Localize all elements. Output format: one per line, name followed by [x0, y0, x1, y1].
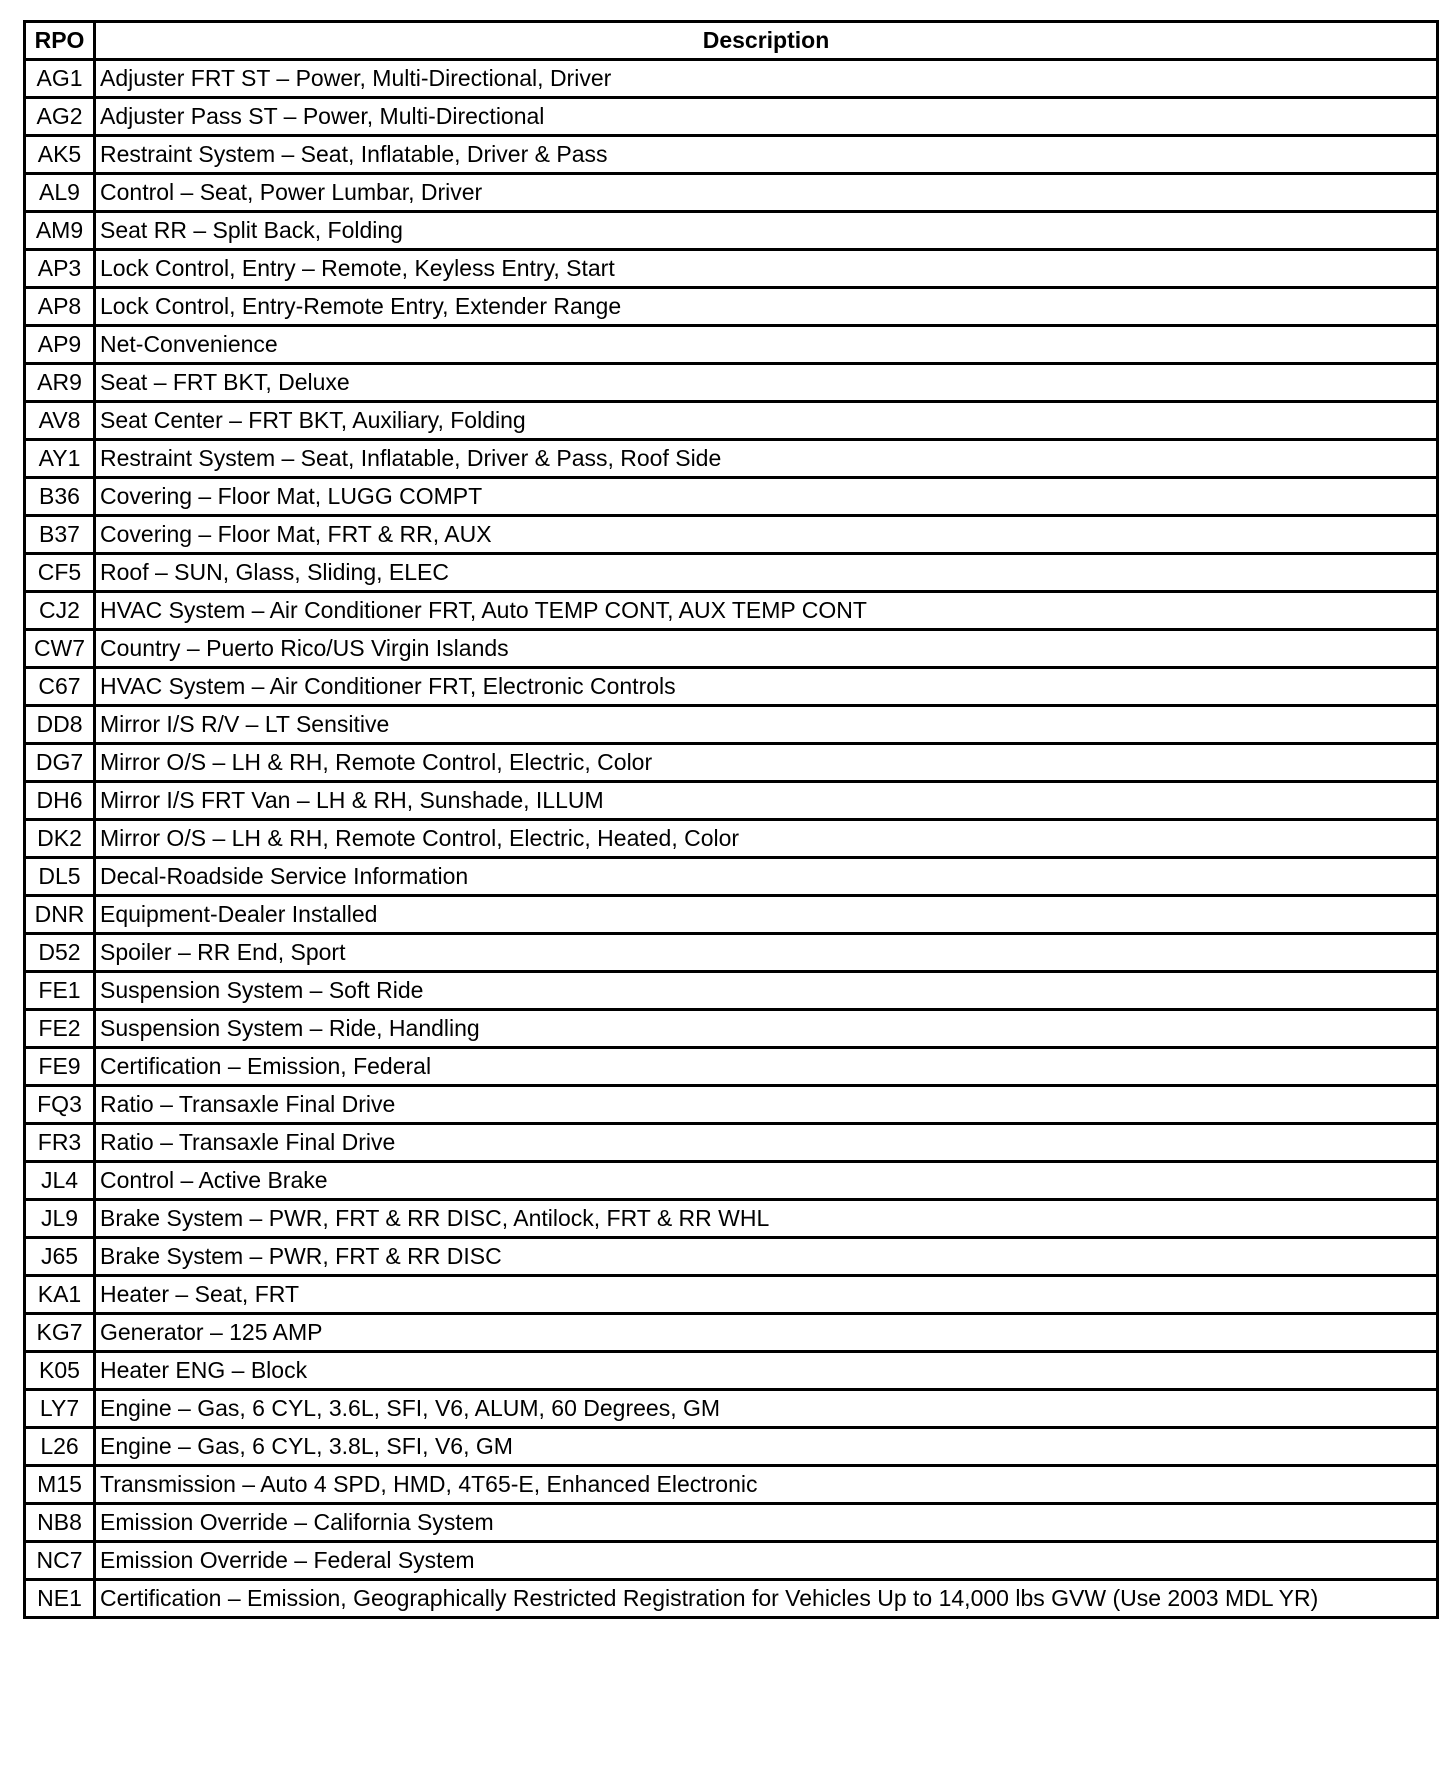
rpo-code-cell: K05: [25, 1352, 95, 1390]
rpo-code-cell: AP3: [25, 250, 95, 288]
table-row: [25, 706, 1438, 744]
description-cell: Lock Control, Entry – Remote, Keyless Entry, Start: [95, 250, 1438, 288]
table-row: [25, 1010, 1438, 1048]
rpo-code-cell: FE2: [25, 1010, 95, 1048]
description-cell: Covering – Floor Mat, FRT & RR, AUX: [95, 516, 1438, 554]
rpo-code-cell: DNR: [25, 896, 95, 934]
table-row: [25, 1542, 1438, 1580]
rpo-code-cell: B37: [25, 516, 95, 554]
rpo-code-cell: NC7: [25, 1542, 95, 1580]
description-cell: Seat Center – FRT BKT, Auxiliary, Folding: [95, 402, 1438, 440]
table-row: [25, 1048, 1438, 1086]
rpo-code-cell: C67: [25, 668, 95, 706]
table-row: [25, 288, 1438, 326]
description-cell: Mirror I/S R/V – LT Sensitive: [95, 706, 1438, 744]
table-row: [25, 326, 1438, 364]
rpo-code-cell: AP8: [25, 288, 95, 326]
rpo-code-cell: CJ2: [25, 592, 95, 630]
rpo-code-cell: DG7: [25, 744, 95, 782]
description-cell: Net-Convenience: [95, 326, 1438, 364]
description-cell: Certification – Emission, Geographically Restricted Registration for Vehicles Up to 14,000 lbs GVW (Use 2003 MDL YR): [95, 1580, 1438, 1618]
description-cell: Seat RR – Split Back, Folding: [95, 212, 1438, 250]
rpo-code-cell: AR9: [25, 364, 95, 402]
description-cell: Engine – Gas, 6 CYL, 3.6L, SFI, V6, ALUM, 60 Degrees, GM: [95, 1390, 1438, 1428]
table-row: [25, 212, 1438, 250]
rpo-code-cell: NE1: [25, 1580, 95, 1618]
description-cell: Restraint System – Seat, Inflatable, Driver & Pass: [95, 136, 1438, 174]
description-cell: Control – Seat, Power Lumbar, Driver: [95, 174, 1438, 212]
table-row: [25, 1162, 1438, 1200]
description-cell: Mirror I/S FRT Van – LH & RH, Sunshade, ILLUM: [95, 782, 1438, 820]
rpo-code-cell: AG1: [25, 60, 95, 98]
table-row: [25, 174, 1438, 212]
description-cell: Spoiler – RR End, Sport: [95, 934, 1438, 972]
description-cell: Emission Override – Federal System: [95, 1542, 1438, 1580]
table-row: [25, 60, 1438, 98]
rpo-code-cell: FQ3: [25, 1086, 95, 1124]
description-cell: Control – Active Brake: [95, 1162, 1438, 1200]
table-row: [25, 972, 1438, 1010]
table-row: [25, 478, 1438, 516]
rpo-code-cell: DD8: [25, 706, 95, 744]
description-cell: Engine – Gas, 6 CYL, 3.8L, SFI, V6, GM: [95, 1428, 1438, 1466]
description-cell: Ratio – Transaxle Final Drive: [95, 1086, 1438, 1124]
table-row: [25, 554, 1438, 592]
rpo-code-cell: AY1: [25, 440, 95, 478]
table-row: [25, 516, 1438, 554]
description-cell: Heater – Seat, FRT: [95, 1276, 1438, 1314]
description-cell: Mirror O/S – LH & RH, Remote Control, Electric, Heated, Color: [95, 820, 1438, 858]
description-cell: Seat – FRT BKT, Deluxe: [95, 364, 1438, 402]
description-cell: Generator – 125 AMP: [95, 1314, 1438, 1352]
rpo-code-cell: AK5: [25, 136, 95, 174]
description-cell: Adjuster Pass ST – Power, Multi-Directional: [95, 98, 1438, 136]
rpo-code-cell: L26: [25, 1428, 95, 1466]
table-row: [25, 1352, 1438, 1390]
description-cell: Mirror O/S – LH & RH, Remote Control, Electric, Color: [95, 744, 1438, 782]
table-row: [25, 98, 1438, 136]
table-row: [25, 744, 1438, 782]
rpo-code-cell: AL9: [25, 174, 95, 212]
table-row: [25, 136, 1438, 174]
description-cell: Suspension System – Soft Ride: [95, 972, 1438, 1010]
table-row: [25, 896, 1438, 934]
rpo-code-cell: DK2: [25, 820, 95, 858]
description-cell: Decal-Roadside Service Information: [95, 858, 1438, 896]
rpo-code-cell: LY7: [25, 1390, 95, 1428]
rpo-code-cell: DL5: [25, 858, 95, 896]
description-cell: Heater ENG – Block: [95, 1352, 1438, 1390]
rpo-code-cell: FR3: [25, 1124, 95, 1162]
description-cell: Restraint System – Seat, Inflatable, Driver & Pass, Roof Side: [95, 440, 1438, 478]
rpo-code-cell: KG7: [25, 1314, 95, 1352]
table-body: [25, 60, 1438, 1618]
description-cell: Brake System – PWR, FRT & RR DISC: [95, 1238, 1438, 1276]
description-cell: Equipment-Dealer Installed: [95, 896, 1438, 934]
description-cell: Emission Override – California System: [95, 1504, 1438, 1542]
rpo-code-cell: NB8: [25, 1504, 95, 1542]
rpo-code-cell: J65: [25, 1238, 95, 1276]
rpo-code-cell: AV8: [25, 402, 95, 440]
table-row: [25, 592, 1438, 630]
description-cell: Covering – Floor Mat, LUGG COMPT: [95, 478, 1438, 516]
rpo-code-cell: KA1: [25, 1276, 95, 1314]
table-row: [25, 820, 1438, 858]
description-cell: HVAC System – Air Conditioner FRT, Electronic Controls: [95, 668, 1438, 706]
table-row: [25, 1428, 1438, 1466]
description-cell: HVAC System – Air Conditioner FRT, Auto TEMP CONT, AUX TEMP CONT: [95, 592, 1438, 630]
table-row: [25, 1276, 1438, 1314]
rpo-code-cell: FE1: [25, 972, 95, 1010]
description-cell: Transmission – Auto 4 SPD, HMD, 4T65-E, Enhanced Electronic: [95, 1466, 1438, 1504]
table-row: [25, 1200, 1438, 1238]
table-row: [25, 668, 1438, 706]
description-cell: Brake System – PWR, FRT & RR DISC, Antilock, FRT & RR WHL: [95, 1200, 1438, 1238]
rpo-code-cell: B36: [25, 478, 95, 516]
rpo-column-header: RPO: [25, 22, 95, 60]
table-row: [25, 782, 1438, 820]
table-row: [25, 1504, 1438, 1542]
table-row: [25, 1466, 1438, 1504]
table-row: [25, 1086, 1438, 1124]
description-cell: Lock Control, Entry-Remote Entry, Extender Range: [95, 288, 1438, 326]
rpo-code-cell: JL4: [25, 1162, 95, 1200]
rpo-code-cell: AP9: [25, 326, 95, 364]
table-row: [25, 630, 1438, 668]
table-row: [25, 1580, 1438, 1618]
table-row: [25, 440, 1438, 478]
rpo-code-cell: JL9: [25, 1200, 95, 1238]
rpo-code-cell: FE9: [25, 1048, 95, 1086]
description-cell: Adjuster FRT ST – Power, Multi-Directional, Driver: [95, 60, 1438, 98]
description-column-header: Description: [95, 22, 1438, 60]
rpo-code-cell: AG2: [25, 98, 95, 136]
table-row: [25, 250, 1438, 288]
description-cell: Suspension System – Ride, Handling: [95, 1010, 1438, 1048]
table-row: [25, 1390, 1438, 1428]
table-row: [25, 1314, 1438, 1352]
rpo-code-cell: M15: [25, 1466, 95, 1504]
description-cell: Ratio – Transaxle Final Drive: [95, 1124, 1438, 1162]
rpo-code-cell: CF5: [25, 554, 95, 592]
rpo-code-cell: CW7: [25, 630, 95, 668]
table-row: [25, 402, 1438, 440]
table-row: [25, 934, 1438, 972]
description-cell: Certification – Emission, Federal: [95, 1048, 1438, 1086]
description-cell: Country – Puerto Rico/US Virgin Islands: [95, 630, 1438, 668]
table-row: [25, 364, 1438, 402]
table-row: [25, 1238, 1438, 1276]
rpo-code-cell: AM9: [25, 212, 95, 250]
rpo-table: [23, 20, 1439, 1619]
table-header-row: [25, 22, 1438, 60]
rpo-code-cell: DH6: [25, 782, 95, 820]
table-row: [25, 858, 1438, 896]
table-row: [25, 1124, 1438, 1162]
rpo-code-cell: D52: [25, 934, 95, 972]
description-cell: Roof – SUN, Glass, Sliding, ELEC: [95, 554, 1438, 592]
